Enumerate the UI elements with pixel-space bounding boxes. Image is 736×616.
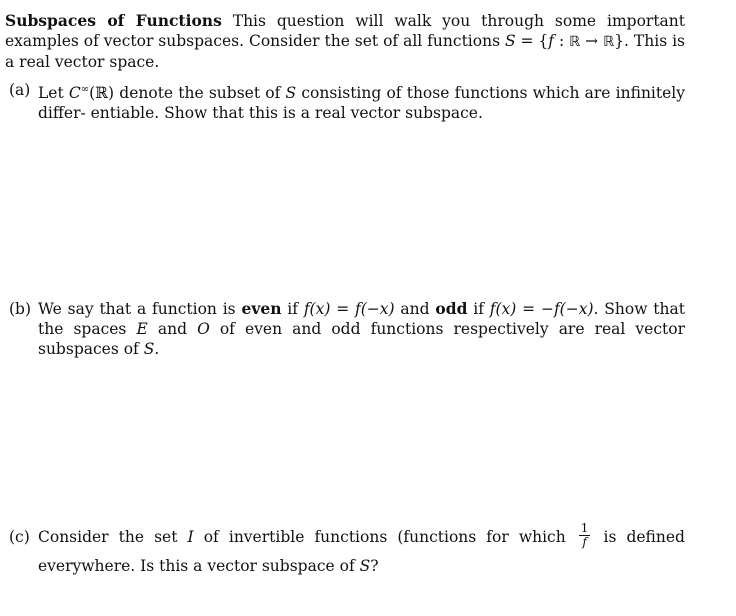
part-b-text: We say that a function is even if f(x) = f(−x) and odd if f(x) = −f(−x). Show that the spaces E and O of even and odd functions respectively are real vector subspaces of S. <box>38 299 686 358</box>
question-part-b <box>5 299 685 359</box>
part-c-label: (c) <box>9 528 30 546</box>
part-a-label: (a) <box>9 81 31 99</box>
part-a-text: Let C∞(ℝ) denote the subset of S consisting of those functions which are infinitely differ- entiable. Show that this is a real vector subspace. <box>38 84 686 123</box>
section-heading: Subspaces of Functions <box>5 11 222 30</box>
part-c-text: Consider the set I of invertible functions (functions for which $\frac{1}{f}$ is defined everywhere. Is this a vector subspace of S? <box>38 520 685 575</box>
question-part-a <box>5 80 685 123</box>
one-over-f-fraction: $\frac{1}{f}$ <box>580 520 589 549</box>
part-b-label: (b) <box>9 300 32 318</box>
question-part-c <box>5 520 685 580</box>
intro-paragraph: Subspaces of Functions This question will walk you through some important examples of vector subspaces. Consider the set of all functions S = {f : ℝ → ℝ}. This is a real vector space. <box>5 11 685 71</box>
